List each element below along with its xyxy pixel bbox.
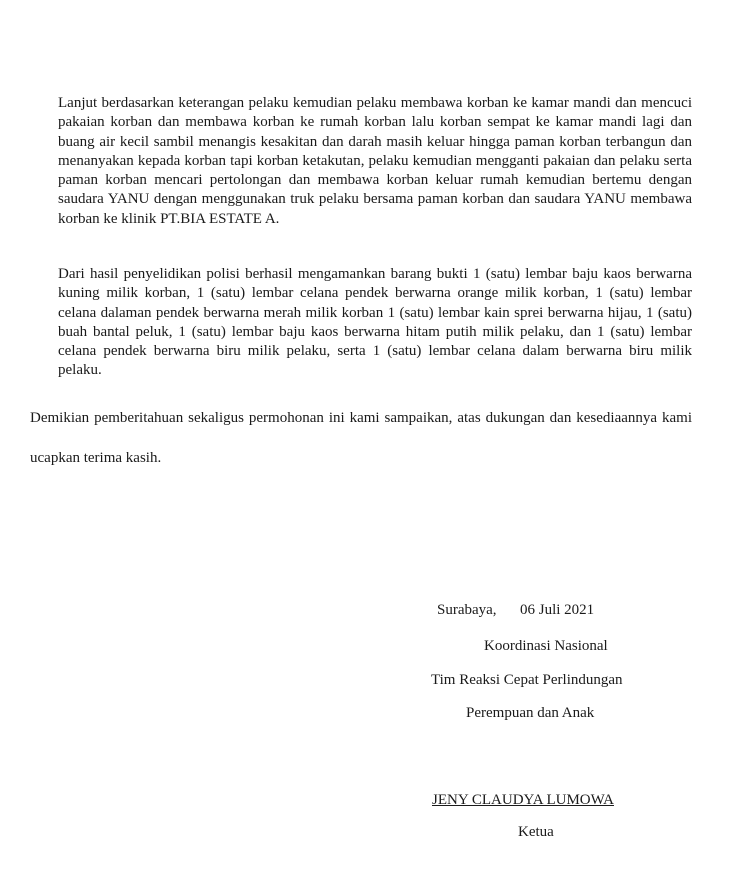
signature-organization-line-1: Koordinasi Nasional — [484, 638, 608, 654]
signature-city: Surabaya, — [437, 602, 497, 618]
closing-paragraph: Demikian pemberitahuan sekaligus permohonan ini kami sampaikan, atas dukungan dan kesediaannya kami ucapkan terima kasih. — [30, 410, 692, 466]
signature-organization-line-2: Tim Reaksi Cepat Perlindungan — [431, 672, 623, 688]
body-paragraph-evidence: Dari hasil penyelidikan polisi berhasil mengamankan barang bukti 1 (satu) lembar baju kaos berwarna kuning milik korban, 1 (satu) lembar celana pendek berwarna orange milik korban, 1 (satu) lembar celana dalaman pendek berwarna merah milik korban 1 (satu) lembar kain sprei berwarna hijau, 1 (satu) buah bantal peluk, 1 (satu) lembar baju kaos berwarna hitam putih milik pelaku, dan 1 (satu) lembar celana pendek berwarna biru milik pelaku, serta 1 (satu) lembar celana dalam berwarna biru milik pelaku. — [58, 266, 692, 379]
signatory-role: Ketua — [518, 824, 554, 840]
signatory-name: JENY CLAUDYA LUMOWA — [432, 792, 614, 808]
signature-date: 06 Juli 2021 — [520, 602, 595, 618]
body-paragraph-chronology: Lanjut berdasarkan keterangan pelaku kemudian pelaku membawa korban ke kamar mandi dan mencuci pakaian korban dan membawa korban ke rumah korban lalu korban sempat ke kamar mandi lagi dan buang air kecil sambil menangis kesakitan dan darah masih keluar hingga paman korban terbangun dan menanyakan kepada korban tapi korban ketakutan, pelaku kemudian mengganti pakaian dan pelaku serta paman korban mencari pertolongan dan membawa korban keluar rumah kemudian bertemu dengan saudara YANU dengan menggunakan truk pelaku bersama paman korban dan saudara YANU membawa korban ke klinik PT.BIA ESTATE A. — [58, 95, 692, 227]
signature-organization-line-3: Perempuan dan Anak — [466, 705, 595, 721]
